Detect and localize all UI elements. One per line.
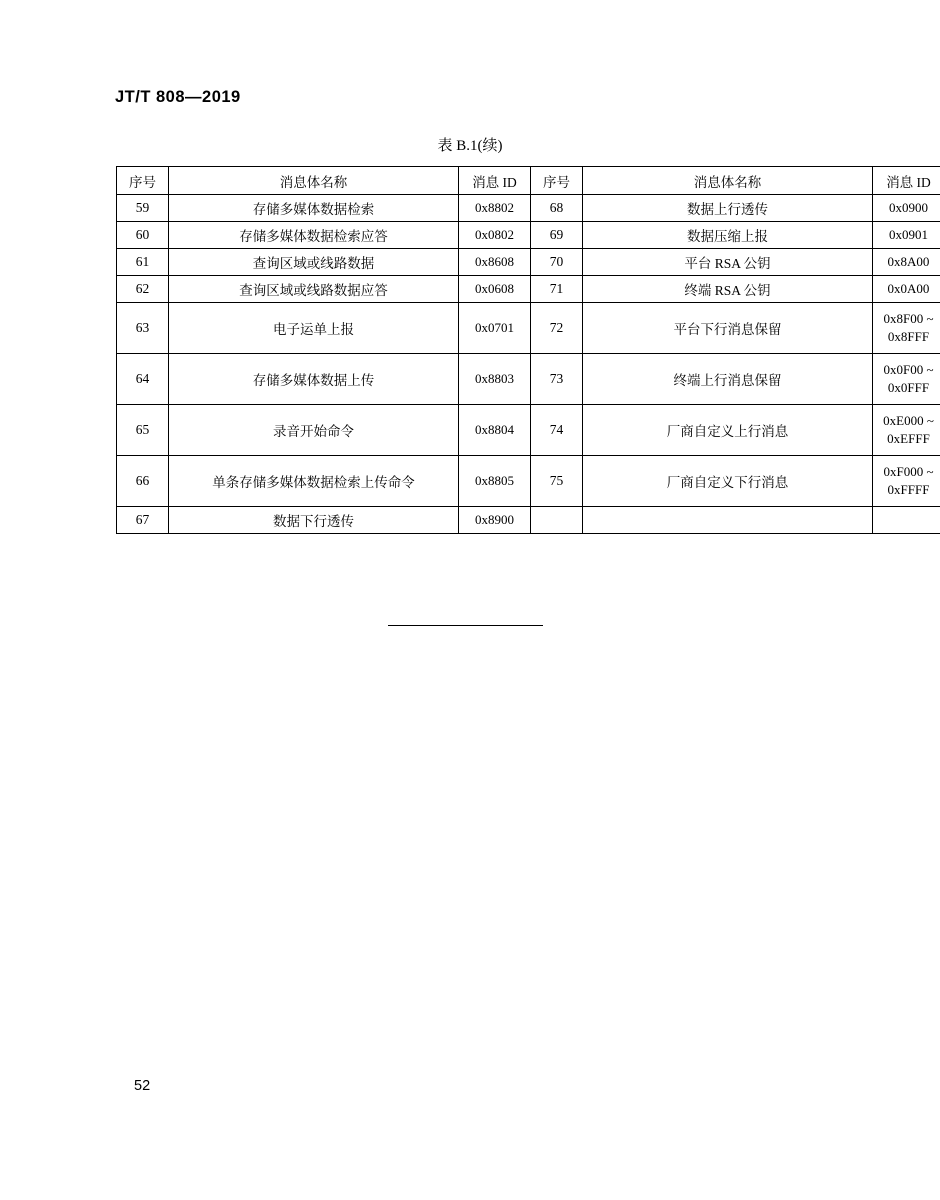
table-row	[117, 456, 940, 507]
cell-seq-right: 73	[531, 354, 583, 405]
cell-name-right: 数据上行透传	[583, 195, 873, 222]
table-caption: 表 B.1(续)	[437, 138, 503, 154]
cell-id-left: 0x8803	[459, 354, 531, 405]
cell-name-right: 厂商自定义上行消息	[583, 405, 873, 456]
table-row	[117, 405, 940, 456]
cell-name-left: 数据下行透传	[169, 507, 459, 534]
cell-seq-right: 69	[531, 222, 583, 249]
cell-id-left: 0x8805	[459, 456, 531, 507]
page-header: JT/T 808—2019	[115, 88, 241, 106]
cell-name-right: 数据压缩上报	[583, 222, 873, 249]
cell-id-right: 0x8F00 ~ 0x8FFF	[873, 303, 940, 354]
cell-name-right	[583, 507, 873, 534]
table-row	[117, 276, 940, 303]
cell-name-left: 查询区域或线路数据	[169, 249, 459, 276]
cell-seq-right: 71	[531, 276, 583, 303]
cell-seq-right: 75	[531, 456, 583, 507]
cell-id-right: 0xF000 ~ 0xFFFF	[873, 456, 940, 507]
cell-id-right: 0x0A00	[873, 276, 940, 303]
cell-seq-left: 65	[117, 405, 169, 456]
header-cell-seq-right: 序号	[531, 167, 583, 195]
header-cell-name-left: 消息体名称	[169, 167, 459, 195]
table-row	[117, 249, 940, 276]
cell-name-left: 电子运单上报	[169, 303, 459, 354]
cell-name-right: 平台下行消息保留	[583, 303, 873, 354]
header-cell-name-right: 消息体名称	[583, 167, 873, 195]
cell-seq-left: 59	[117, 195, 169, 222]
cell-seq-left: 60	[117, 222, 169, 249]
cell-name-right: 厂商自定义下行消息	[583, 456, 873, 507]
cell-id-left: 0x0608	[459, 276, 531, 303]
cell-name-left: 存储多媒体数据检索应答	[169, 222, 459, 249]
cell-name-left: 存储多媒体数据检索	[169, 195, 459, 222]
cell-name-right: 终端 RSA 公钥	[583, 276, 873, 303]
table-body	[117, 195, 940, 534]
table-row	[117, 354, 940, 405]
table-row	[117, 303, 940, 354]
cell-name-left: 录音开始命令	[169, 405, 459, 456]
footer-rule	[388, 625, 543, 626]
cell-id-right	[873, 507, 940, 534]
table-b1-container	[116, 166, 934, 534]
cell-name-right: 平台 RSA 公钥	[583, 249, 873, 276]
cell-id-left: 0x8804	[459, 405, 531, 456]
cell-id-left: 0x8608	[459, 249, 531, 276]
cell-name-right: 终端上行消息保留	[583, 354, 873, 405]
cell-name-left: 单条存储多媒体数据检索上传命令	[169, 456, 459, 507]
cell-seq-right: 70	[531, 249, 583, 276]
cell-id-right: 0x0900	[873, 195, 940, 222]
header-cell-id-left: 消息 ID	[459, 167, 531, 195]
header-cell-seq-left: 序号	[117, 167, 169, 195]
cell-seq-left: 62	[117, 276, 169, 303]
cell-seq-left: 64	[117, 354, 169, 405]
cell-seq-left: 66	[117, 456, 169, 507]
cell-name-left: 查询区域或线路数据应答	[169, 276, 459, 303]
cell-id-right: 0x0901	[873, 222, 940, 249]
cell-id-right: 0x8A00	[873, 249, 940, 276]
cell-id-left: 0x0701	[459, 303, 531, 354]
cell-seq-right: 68	[531, 195, 583, 222]
cell-seq-left: 63	[117, 303, 169, 354]
table-row	[117, 195, 940, 222]
cell-seq-left: 61	[117, 249, 169, 276]
table-b1	[116, 166, 940, 534]
cell-id-right: 0xE000 ~ 0xEFFF	[873, 405, 940, 456]
cell-seq-right	[531, 507, 583, 534]
cell-name-left: 存储多媒体数据上传	[169, 354, 459, 405]
page-number: 52	[134, 1078, 151, 1094]
table-row	[117, 222, 940, 249]
cell-seq-left: 67	[117, 507, 169, 534]
cell-id-right: 0x0F00 ~ 0x0FFF	[873, 354, 940, 405]
header-cell-id-right: 消息 ID	[873, 167, 940, 195]
cell-id-left: 0x8900	[459, 507, 531, 534]
cell-id-left: 0x0802	[459, 222, 531, 249]
cell-seq-right: 74	[531, 405, 583, 456]
cell-id-left: 0x8802	[459, 195, 531, 222]
table-header-row	[117, 167, 940, 195]
cell-seq-right: 72	[531, 303, 583, 354]
table-row	[117, 507, 940, 534]
